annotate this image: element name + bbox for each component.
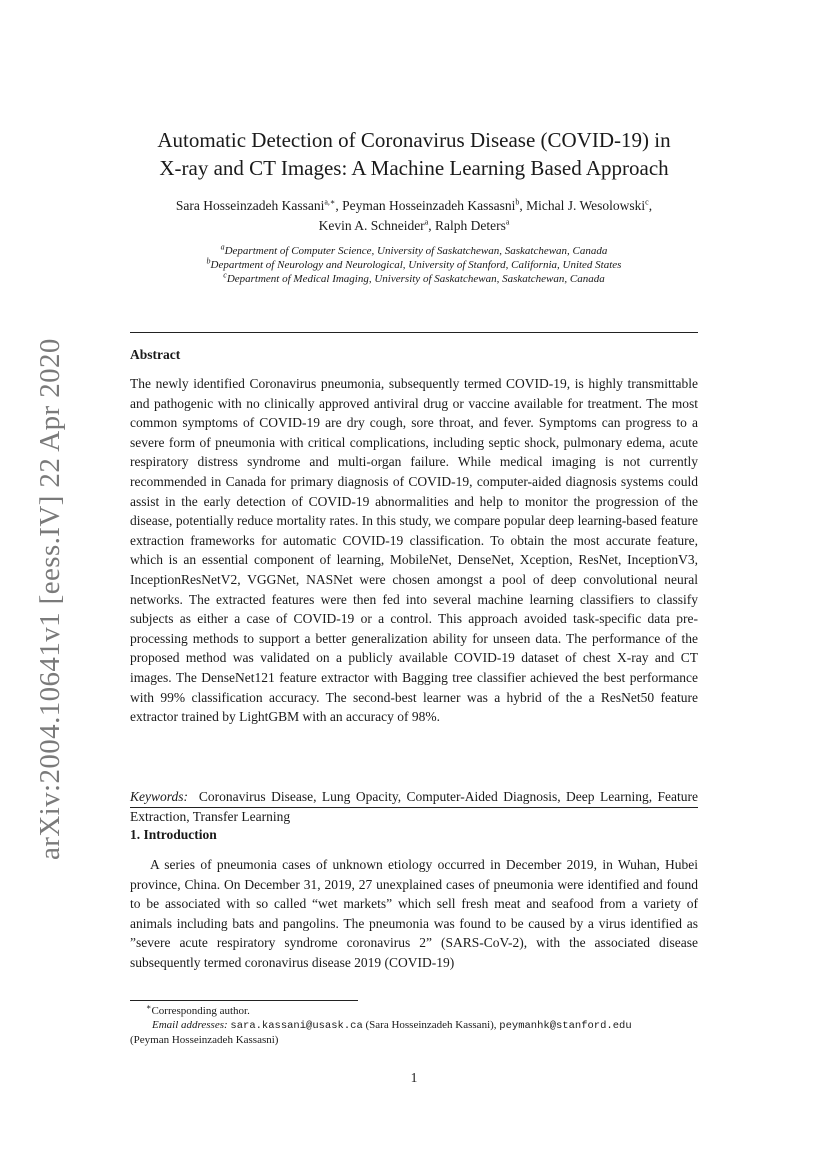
email-link-1[interactable]: sara.kassani@usask.ca xyxy=(230,1020,363,1032)
introduction-text: A series of pneumonia cases of unknown etiology occurred in December 2019, in Wuhan, Hubei province, China. On December 31, 2019, 27 unexplained cases of pneumonia were identified and found to be associated with so called “wet markets” which sell fresh meat and seafood from a variety of animals including bats and pangolins. The pneumonia was found to be caused by a virus identified as ”severe acute respiratory syndrome coronavirus 2” (SARS-CoV-2), with the associated disease subsequently termed coronavirus disease 2019 (COVID-19) xyxy=(130,857,698,970)
footnote-corresponding xyxy=(130,1004,698,1018)
author-affil-mark: c xyxy=(645,197,649,207)
author-name: , Michal J. Wesolowski xyxy=(519,198,646,213)
author-name: Sara Hosseinzadeh Kassani xyxy=(175,198,325,213)
page-number: 1 xyxy=(410,1070,418,1085)
title-line-2: X-ray and CT Images: A Machine Learning Based Approach xyxy=(159,156,669,180)
divider-bottom xyxy=(130,807,698,808)
affiliations xyxy=(100,244,728,286)
email-name-1: (Sara Hosseinzadeh Kassani), xyxy=(362,1019,500,1031)
author-name: , Peyman Hosseinzadeh Kassasni xyxy=(335,198,516,213)
author-list xyxy=(100,196,728,236)
affiliation xyxy=(100,258,728,272)
author-affil-mark: b xyxy=(515,197,520,207)
affiliation-text: Department of Computer Science, University of Saskatchewan, Saskatchewan, Canada xyxy=(224,245,608,257)
author-name: , Ralph Deters xyxy=(428,218,506,233)
keywords-text: Coronavirus Disease, Lung Opacity, Computer-Aided Diagnosis, Deep Learning, Feature Extraction, Transfer Learning xyxy=(130,789,698,824)
abstract-text: The newly identified Coronavirus pneumonia, subsequently termed COVID-19, is highly transmittable and pathogenic with no clinically approved antiviral drug or vaccine available for treatment. The most common symptoms of COVID-19 are dry cough, sore throat, and fever. Symptoms can progress to a severe form of pneumonia with critical complications, including septic shock, pulmonary edema, acute respiratory distress syndrome and multi-organ failure. While medical imaging is not currently recommended in Canada for primary diagnosis of COVID-19, computer-aided diagnosis systems could assist in the early detection of COVID-19 abnormalities and help to monitor the progression of the disease, potentially reduce mortality rates. In this study, we compare popular deep learning-based feature extraction frameworks for automatic COVID-19 classification. To obtain the most accurate feature, which is an essential component of learning, MobileNet, DenseNet, Xception, ResNet, InceptionV3, InceptionResNetV2, VGGNet, NASNet were chosen amongst a pool of deep convolutional neural networks. The extracted features were then fed into several machine learning classifiers to classify subjects as either a case of COVID-19 or a control. This approach avoided task-specific data pre-processing methods to support a better generalization ability for unseen data. The performance of the proposed method was validated on a publicly available COVID-19 dataset of chest X-ray and CT images. The DenseNet121 feature extractor with Bagging tree classifier achieved the best performance with 99% classification accuracy. The second-best learner was a hybrid of the a ResNet50 feature extractor trained by LightGBM with an accuracy of 98%. xyxy=(130,376,698,725)
affiliation-mark: b xyxy=(206,256,211,266)
footnote-mark: ∗ xyxy=(146,1002,152,1012)
title-line-1: Automatic Detection of Coronavirus Disease (COVID-19) in xyxy=(157,128,671,152)
footnote-divider xyxy=(130,1000,358,1001)
email-label: Email addresses: xyxy=(152,1019,228,1031)
footnote-email-name-2: (Peyman Hosseinzadeh Kassasni) xyxy=(130,1034,279,1046)
affiliation-mark: a xyxy=(220,242,225,252)
author-affil-mark: a xyxy=(505,217,510,227)
email-link-2[interactable]: peymanhk@stanford.edu xyxy=(499,1020,632,1032)
abstract-heading: Abstract xyxy=(130,347,181,362)
affiliation-mark: c xyxy=(223,270,227,280)
affiliation xyxy=(100,272,728,286)
paper-title xyxy=(100,126,728,182)
footnote-corresponding-text: Corresponding author. xyxy=(151,1005,250,1017)
affiliation-text: Department of Neurology and Neurological, University of Stanford, California, United States xyxy=(210,259,622,271)
author-line-1: Sara Hosseinzadeh Kassani$^{a,∗}$, Peyman Hosseinzadeh Kassasni$^b$, Michal J. Wesolowski$^c$, xyxy=(175,197,653,213)
footnote xyxy=(130,1004,698,1047)
author-line-2 xyxy=(100,216,728,236)
footnote-emails xyxy=(130,1018,698,1033)
section-heading-introduction: 1. Introduction xyxy=(130,827,217,842)
author-affil-mark: a,∗ xyxy=(324,197,336,207)
arxiv-identifier: arXiv:2004.10641v1 [eess.IV] 22 Apr 2020 xyxy=(34,338,66,860)
divider-top xyxy=(130,332,698,333)
affiliation-text: Department of Medical Imaging, University of Saskatchewan, Saskatchewan, Canada xyxy=(226,273,605,285)
keywords-label: Keywords: xyxy=(130,789,188,804)
affiliation xyxy=(100,244,728,258)
author-name: Kevin A. Schneider xyxy=(318,218,425,233)
author-affil-mark: a xyxy=(424,217,429,227)
